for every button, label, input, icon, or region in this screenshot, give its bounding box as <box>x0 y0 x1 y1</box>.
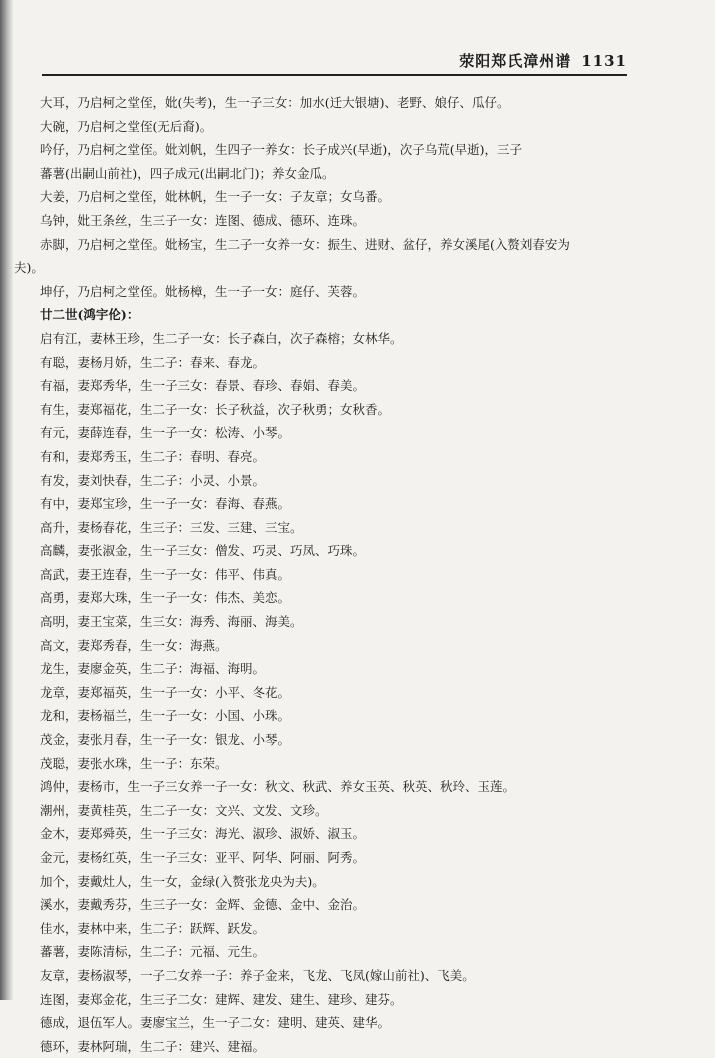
text-line: 有发，妻刘快春，生二子：小灵、小景。 <box>40 472 266 488</box>
document-body <box>14 91 654 1058</box>
text-line: 佳水，妻林中来，生二子：跃辉、跃发。 <box>40 920 266 936</box>
text-line: 金木，妻郑舜英，生一子三女：海光、淑珍、淑娇、淑玉。 <box>40 826 366 842</box>
text-line: 有生，妻郑福花，生二子一女：长子秋益，次子秋勇；女秋香。 <box>40 401 391 417</box>
text-line: 赤脚，乃启柯之堂侄。妣杨宝，生二子一女养一女：振生、进财、盆仔，养女溪尾(入赘刘春安为 <box>40 236 570 252</box>
text-line: 大姜，乃启柯之堂侄，妣林帆，生一子一女：子友章；女乌番。 <box>40 189 391 205</box>
text-line: 潮州，妻黄桂英，生二子一女：文兴、文发、文珍。 <box>40 802 328 818</box>
text-line: 高明，妻王宝菜，生三女：海秀、海丽、海美。 <box>40 614 303 630</box>
text-line: 蕃薯(出嗣山前社)，四子成元(出嗣北门)；养女金瓜。 <box>40 165 335 181</box>
book-title: 荥阳郑氏漳州谱 <box>459 52 572 70</box>
text-line: 大耳，乃启柯之堂侄，妣(失考)，生一子三女：加水(迁大银塘)、老野、娘仔、瓜仔。 <box>40 95 510 110</box>
text-line: 坤仔，乃启柯之堂侄。妣杨樟，生一子一女：庭仔、芙蓉。 <box>40 283 366 299</box>
text-line: 有中，妻郑宝珍，生一子一女：春海、春燕。 <box>40 496 291 512</box>
text-line: 高勇，妻郑大珠，生一子一女：伟杰、美恋。 <box>40 590 291 606</box>
text-line: 夫)。 <box>14 260 44 276</box>
text-line: 茂聪，妻张水珠，生一子：东荣。 <box>40 755 228 771</box>
text-line: 茂金，妻张月春，生一子一女：银龙、小琴。 <box>40 732 291 748</box>
text-line: 大碗，乃启柯之堂侄(无后裔)。 <box>40 118 213 134</box>
text-line: 高升，妻杨春花，生三子：三发、三建、三宝。 <box>40 519 303 535</box>
text-line: 德成，退伍军人。妻廖宝兰，生一子二女：建明、建英、建华。 <box>40 1015 391 1031</box>
text-line: 友章，妻杨淑琴，一子二女养一子：养子金来，飞龙、飞凤(嫁山前社)、飞美。 <box>40 967 475 983</box>
text-line: 有福，妻郑秀华，生一子三女：春景、春珍、春娟、春美。 <box>40 378 366 394</box>
page-number: 1131 <box>581 52 627 70</box>
text-line: 鸿仲，妻杨市，生一子三女养一子一女：秋文、秋武、养女玉英、秋英、秋玲、玉莲。 <box>40 779 516 795</box>
text-line: 吟仔，乃启柯之堂侄。妣刘帆，生四子一养女：长子成兴(早逝)，次子乌荒(早逝)，三子 <box>40 142 523 158</box>
text-line: 有和，妻郑秀玉，生二子：春明、春亮。 <box>40 448 266 464</box>
page-header <box>459 50 627 71</box>
text-line: 高文，妻郑秀春，生一女：海燕。 <box>40 637 228 653</box>
text-line: 加个，妻戴灶人，生一女，金绿(入赘张龙央为夫)。 <box>40 873 325 889</box>
text-line: 高武，妻王连春，生一子一女：伟平、伟真。 <box>40 566 291 582</box>
text-line: 有聪，妻杨月娇，生二子：春来、春龙。 <box>40 354 266 370</box>
text-line: 金元，妻杨红英，生一子三女：亚平、阿华、阿丽、阿秀。 <box>40 850 366 865</box>
scan-edge-shadow <box>0 0 13 1000</box>
text-line: 龙章，妻郑福英，生一子一女：小平、冬花。 <box>40 684 291 700</box>
text-line: 启有江，妻林王珍，生二子一女：长子森白，次子森榕；女林华。 <box>40 330 403 346</box>
text-line: 蕃薯，妻陈清标，生二子：元福、元生。 <box>40 944 266 960</box>
text-line: 连图，妻郑金花，生三子二女：建辉、建发、建生、建珍、建芬。 <box>40 991 403 1007</box>
text-line: 溪水，妻戴秀芬，生三子一女：金辉、金德、金中、金治。 <box>40 897 366 913</box>
section-heading: 廿二世(鸿宇伦)： <box>40 307 140 323</box>
text-line: 有元，妻薛连春，生一子一女：松涛、小琴。 <box>40 425 291 441</box>
header-rule <box>42 74 627 76</box>
text-line: 乌钟，妣王条丝，生三子一女：连图、德成、德环、连珠。 <box>40 212 366 228</box>
text-line: 德环，妻林阿瑞，生二子：建兴、建福。 <box>40 1038 266 1054</box>
text-line: 高麟，妻张淑金，生一子三女：僧发、巧灵、巧凤、巧珠。 <box>40 543 366 559</box>
text-line: 龙生，妻廖金英，生二子：海福、海明。 <box>40 661 266 677</box>
text-line: 龙和，妻杨福兰，生一子一女：小国、小珠。 <box>40 708 291 724</box>
